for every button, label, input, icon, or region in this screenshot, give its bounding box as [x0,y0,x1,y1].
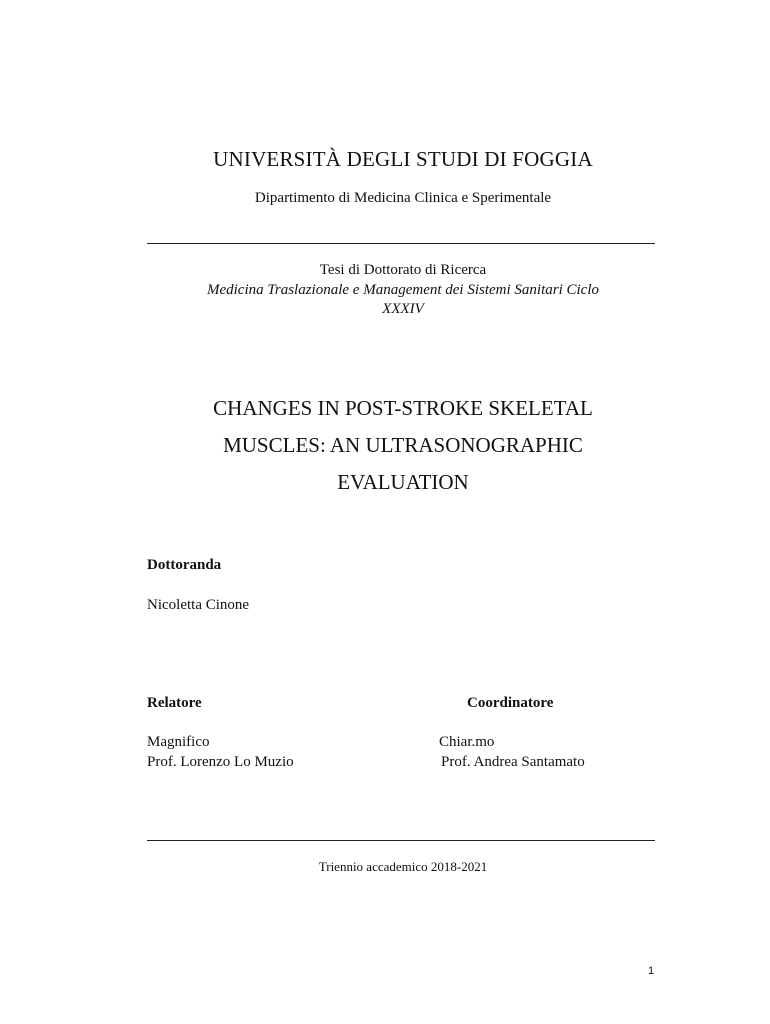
thesis-type: Tesi di Dottorato di Ricerca [319,262,487,278]
page-number: 1 [648,965,655,977]
candidate-label: Dottoranda [147,557,222,573]
doctoral-program: Medicina Traslazionale e Management dei Sistemi Sanitari Ciclo [206,282,600,298]
supervisor-name: Prof. Lorenzo Lo Muzio [147,754,294,770]
top-divider [147,243,655,244]
academic-years: Triennio accademico 2018-2021 [318,859,488,874]
candidate-name: Nicoletta Cinone [147,597,250,613]
thesis-title-line: MUSCLES: AN ULTRASONOGRAPHIC [223,433,583,457]
doctoral-cycle: XXXIV [382,301,424,317]
thesis-title-line: CHANGES IN POST-STROKE SKELETAL [213,396,593,420]
thesis-title [0,390,770,501]
thesis-title-line: EVALUATION [337,470,469,494]
bottom-divider [147,840,655,841]
coordinator-title: Chiar.mo [439,734,495,750]
supervisor-label: Relatore [147,695,202,711]
coordinator-label: Coordinatore [467,695,554,711]
university-name: UNIVERSITÀ DEGLI STUDI DI FOGGIA [213,147,593,171]
supervisor-title: Magnifico [147,734,210,750]
coordinator-name: Prof. Andrea Santamato [441,754,585,770]
department-name: Dipartimento di Medicina Clinica e Sperimentale [254,190,552,206]
